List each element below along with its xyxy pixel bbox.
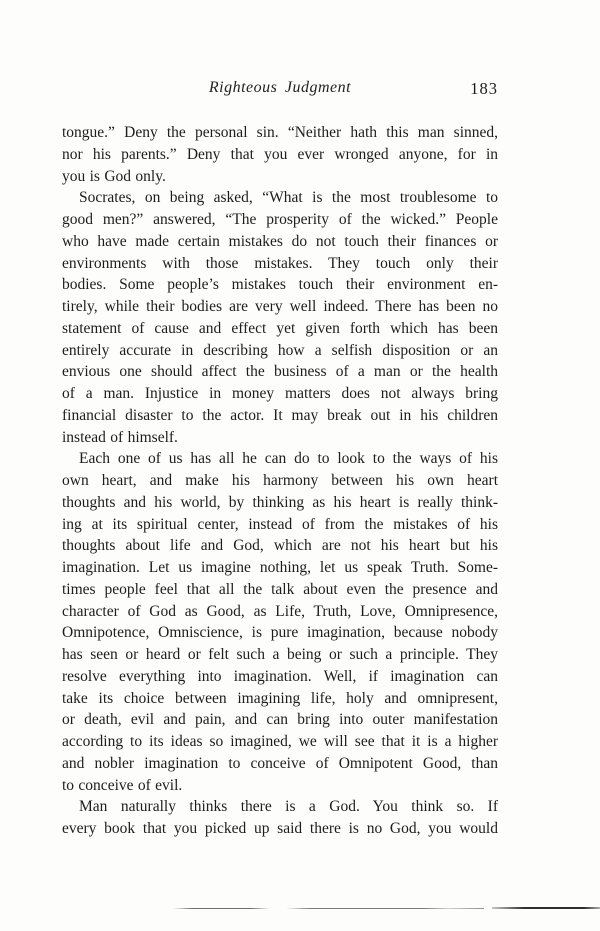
paragraph [62,448,498,796]
text-line: financial disaster to the actor. It may break out in his children [62,406,498,424]
page-body [62,122,498,840]
text-line: and nobler imagination to conceive of Omnipotent Good, than [62,754,498,772]
scan-artifact-line [173,908,270,909]
text-line: or death, evil and pain, and can bring into outer manifestation [62,711,498,729]
text-line: resolve everything into imagination. Well, if imagination can [62,667,498,685]
text-line: character of God as Good, as Life, Truth, Love, Omnipresence, [62,602,498,620]
running-title: Righteous Judgment [208,79,352,96]
text-line: environments with those mistakes. They touch only their [62,254,498,272]
text-line: own heart, and make his harmony between his own heart [62,472,498,489]
text-line: times people feel that all the talk about even the presence and [62,580,498,598]
text-line: Each one of us has all he can do to look to the ways of his [79,450,498,468]
text-line: thoughts and his world, by thinking as his heart is really think- [62,493,498,511]
text-line: imagination. Let us imagine nothing, let us speak Truth. Some- [62,559,498,576]
paragraph [62,796,498,840]
text-line: instead of himself. [62,428,178,446]
text-line: ing at its spiritual center, instead of from the mistakes of his [62,515,498,533]
text-line: take its choice between imagining life, holy and omnipresent, [62,689,498,707]
text-line: tongue.” Deny the personal sin. “Neither hath this man sinned, [62,124,498,141]
text-line: envious one should affect the business of a man or the health [62,363,498,381]
text-line: of a man. Injustice in money matters does not always bring [62,385,498,402]
text-line: who have made certain mistakes do not touch their finances or [62,232,498,250]
text-line: Socrates, on being asked, “What is the most troublesome to [79,189,498,207]
text-line: has seen or heard or felt such a being or such a principle. They [62,646,498,663]
text-line: according to its ideas so imagined, we will see that it is a higher [62,733,498,750]
text-line: entirely accurate in describing how a selfish disposition or an [62,341,498,359]
page-number: 183 [470,79,498,98]
text-line: thoughts about life and God, which are not his heart but his [62,537,498,555]
text-line: Man naturally thinks there is a God. You think so. If [79,798,498,816]
text-line: to conceive of evil. [62,776,183,794]
scan-artifact-line [286,908,484,909]
paragraph [62,122,498,187]
text-line: good men?” answered, “The prosperity of the wicked.” People [62,211,498,228]
text-line: nor his parents.” Deny that you ever wronged anyone, for in [62,145,498,163]
scan-artifact-line [492,907,600,909]
text-line: Omnipotence, Omniscience, is pure imagination, because nobody [62,624,498,642]
text-line: tirely, while their bodies are very well indeed. There has been no [62,298,498,315]
text-line: statement of cause and effect yet given forth which has been [62,319,498,337]
paragraph [62,187,498,448]
text-line: bodies. Some people’s mistakes touch their environment en- [62,276,498,294]
page-header [62,79,498,99]
text-line: every book that you picked up said there is no God, you would [62,820,498,837]
text-line: you is God only. [62,167,166,185]
